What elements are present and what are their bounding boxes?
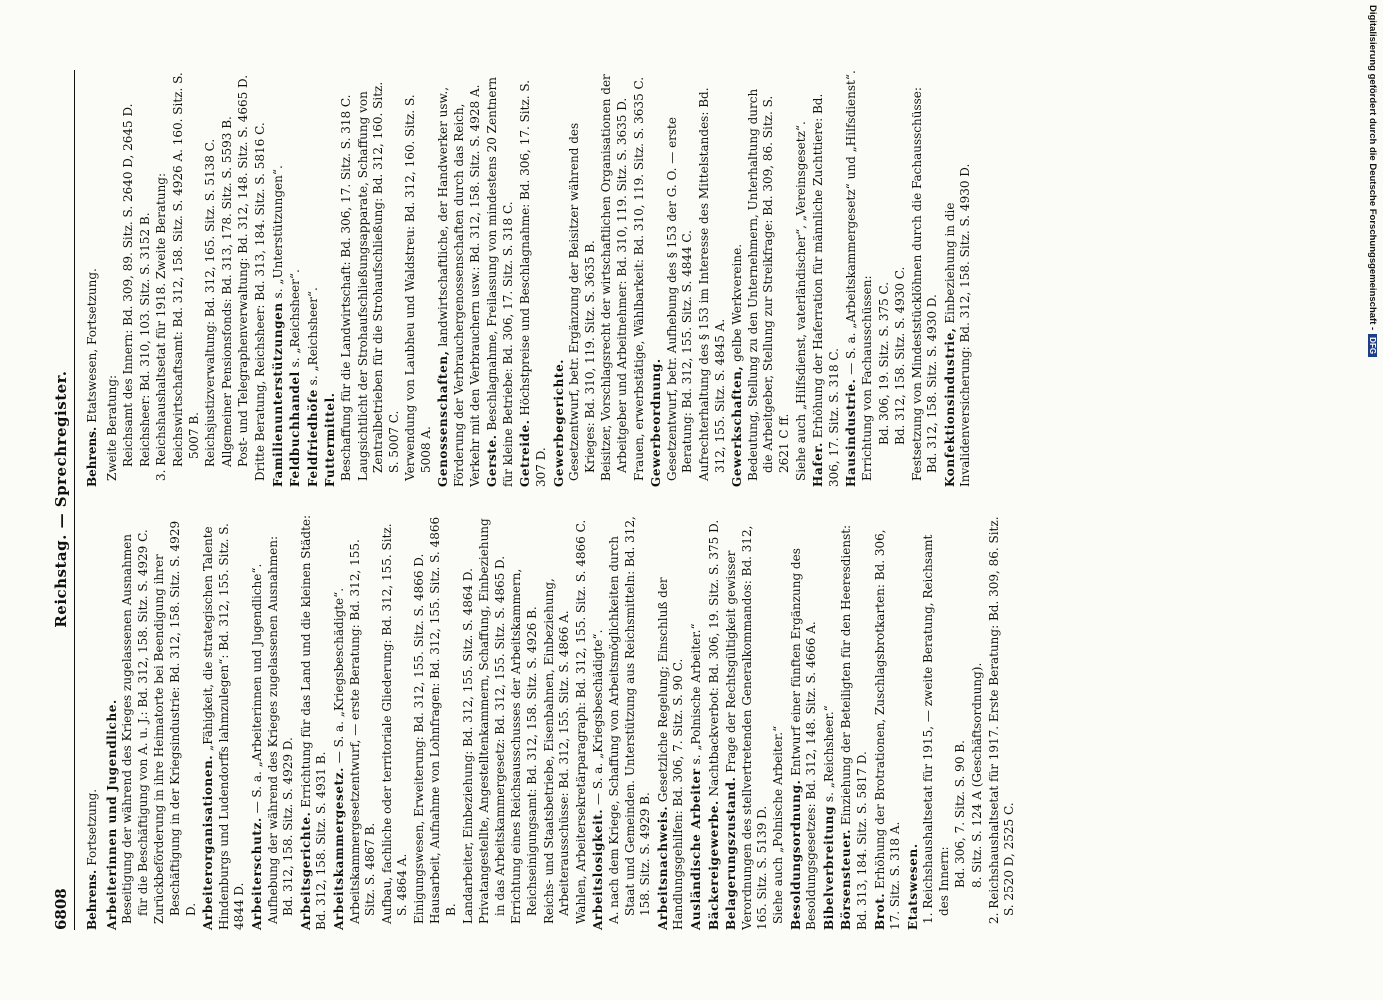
register-entry [518, 70, 549, 487]
entry-line: Gesetzentwurf, betr. Ergänzung der Beisitzer während des Krieges: Bd. 310, 119. Sitz. S. 3635 B. [567, 122, 597, 481]
entry-term: Arbeiterorganisationen. [201, 754, 216, 930]
entry-line: Gesetzentwurf, betr. Aufhebung des § 153 der G. O. — erste Beratung: Bd. 312, 155. Sitz. S. 4844 C. [664, 117, 695, 481]
register-entry [873, 513, 904, 930]
entry-term: Brot. [872, 892, 887, 930]
entry-line: gelbe Werkvereine. [730, 243, 745, 362]
entry-term: Ausländische Arbeiter [688, 768, 703, 930]
entry-line: s. „Reichsheer“. [288, 269, 303, 368]
entry-term: Hafer. [811, 442, 826, 487]
register-entry [730, 70, 809, 487]
register-entry [250, 513, 297, 930]
entry-line: Reichsamt des Innern: Bd. 309, 89. Sitz. S. 2640 D, 2645 D. [121, 103, 136, 467]
left-entries [105, 513, 1018, 930]
register-entry [707, 513, 723, 930]
register-entry [649, 70, 728, 487]
register-entry [201, 513, 248, 930]
entry-line: Wahlen, Arbeitersekretärparagraph: Bd. 312, 155. Sitz. S. 4866 C. [573, 519, 588, 924]
entry-line: Privatangestellte, Angestelltenkammern, Schaffung, Einbeziehung in das Arbeitskammergesetz: Bd. 312, 155. Sitz. S. 4865 D. [477, 518, 507, 924]
entry-term: Gerste. [485, 434, 500, 487]
right-runhead-name: Behrens. [85, 426, 99, 487]
entry-term: Feldbuchhandel [288, 371, 303, 487]
entry-term: Gewerbeordnung. [649, 358, 664, 487]
register-entry [271, 70, 287, 487]
left-running-head [85, 513, 101, 930]
right-entries [105, 70, 974, 487]
register-entry [323, 70, 434, 487]
digitization-note [1366, 5, 1380, 995]
entry-term: Hausindustrie. [844, 378, 859, 487]
entry-line: Errichtung eines Reichsausschusses der Arbeitskammern, Reichseinigungsamt: Bd. 312, 158. Sitz. S. 4926 B. [509, 568, 540, 924]
entry-line: Aufbau, fachliche oder territoriale Gliederung: Bd. 312, 155. Sitz. S. 4864 A. [379, 523, 410, 924]
entry-line: Bedeutung, Stellung zu den Unternehmern, Unterhaltung durch die Arbeitgeber, Stellung zur Streikfrage: Bd. 309, 86. Sitz. S. 2621 C ff. [745, 88, 791, 481]
entry-line: Frauen, erwerbstätige, Wählbarkeit: Bd. 310, 119. Sitz. S. 3635 C. [631, 76, 646, 481]
register-entry [689, 513, 705, 930]
entry-line: Bd. 306, 19. Sitz. S. 375 C. [876, 281, 891, 445]
entry-line: Höchstpreise und Beschlagnahme: Bd. 306, 17. Sitz. S. 307 D. [518, 79, 549, 487]
register-entry [105, 70, 269, 487]
entry-term: Feldfriedhöfe [305, 389, 320, 487]
entry-line: s. „Reichsheer“. [305, 287, 320, 386]
entry-line: Nachtbackverbot: Bd. 306, 19. Sitz. S. 375 D. [706, 519, 721, 797]
entry-line: 3. Reichshaushaltsetat für 1918. Zweite Beratung: [154, 172, 169, 481]
entry-line: s. „Reichsheer.“ [821, 705, 836, 803]
entry-term: Arbeitsnachweis. [655, 805, 670, 930]
entry-term: Arbeiterinnen und Jugendliche. [104, 699, 119, 930]
entry-line: Zweite Beratung: [104, 374, 119, 481]
entry-line: Beschlagnahme, Freilassung von mindestens 20 Zentnern für kleine Betriebe: Bd. 306, 17. Sitz. S. 318 C. [485, 77, 515, 487]
entry-line: Erhöhung der Brotrationen, Zuschlagsbrotkarten: Bd. 306, 17. Sitz. S. 318 A. [872, 529, 903, 930]
entry-line: 1. Reichshaushaltsetat für 1915, — zweite Beratung, Reichsamt des Innern: [921, 534, 951, 924]
entry-term: Börsensteuer. [839, 828, 854, 930]
entry-line: Siehe auch „Polnische Arbeiter.“ [770, 725, 785, 924]
entry-line: Reichswirtschaftsamt: Bd. 312, 158. Sitz. S. 4926 A. 160. Sitz. S. 5007 B. [170, 72, 201, 467]
digitization-note-text: Digitalisierung gefördert durch die Deutsche Forschungsgemeinschaft - [1367, 5, 1379, 331]
entry-line: Gesetzliche Regelung; Einschluß der Handlungsgehilfen: Bd. 306, 7. Sitz. S. 90 C. [655, 577, 686, 930]
entry-term: Gewerbegerichte. [551, 358, 566, 487]
entry-line: Festsetzung von Mindeststücklöhnen durch die Fachausschüsse: Bd. 312, 158. Sitz. S. 4930 D. [909, 87, 940, 481]
entry-line: — S. a. „Kriegsbeschädigte“. [331, 587, 346, 764]
entry-term: Arbeiterschutz. [249, 817, 264, 930]
register-entry [306, 70, 322, 487]
entry-line: Beisitzer, Vorschlagsrecht der wirtschaftlichen Organisationen der Arbeitgeber und Arbeitnehmer: Bd. 310, 119. Sitz. S. 3635 D. [599, 74, 629, 481]
entry-line: Dritte Beratung, Reichsheer: Bd. 313, 184. Sitz. S. 5816 C. [252, 122, 267, 481]
entry-term: Belagerungszustand. [724, 776, 739, 930]
entry-line: Errichtung für das Land und die kleinen Städte: Bd. 312, 158. Sitz. S. 4931 B. [298, 514, 329, 930]
register-entry [436, 70, 483, 487]
register-entry [943, 70, 974, 487]
register-entry [844, 70, 941, 487]
entry-term: Bäckereigewerbe. [706, 800, 721, 930]
register-entry [822, 513, 838, 930]
left-column [85, 513, 1020, 930]
entry-term: Familienunterstützungen [270, 302, 285, 487]
register-entry [485, 70, 516, 487]
entry-line: Reichsheer: Bd. 310, 103. Sitz. S. 3152 B. [137, 212, 152, 467]
entry-line: Laugsichtlicht der Strohaufschließungsapparate, Schaffung von Zentralbetrieben für die Strohaufschließung: Bd. 312, 160. Sitz. S. 5007 C. [355, 81, 401, 481]
register-entry [724, 513, 786, 930]
entry-line: A. nach dem Kriege, Schaffung von Arbeitsmöglichkeiten durch Staat und Gemeinden. Unterstützung aus Reichsmitteln: Bd. 312, 158. Sitz. S. 4929 B. [607, 516, 653, 924]
entry-line: Reichs- und Staatsbetriebe, Eisenbahnen, Einbeziehung, Arbeiterausschüsse: Bd. 312, 155. Sitz. S. 4866 A. [541, 578, 572, 924]
register-entry [656, 513, 687, 930]
entry-line: s. „Unterstützungen“. [270, 165, 285, 299]
entry-line: s. „Polnische Arbeiter.“ [688, 623, 703, 765]
entry-line: Verwendung von Laubheu und Waldstreu: Bd. 312, 160. Sitz. S. 5008 A. [403, 94, 433, 481]
entry-line: — S. a. „Arbeiterinnen und Jugendliche“. [249, 563, 264, 814]
entry-line: Aufrechterhaltung des § 153 im Interesse des Mittelstandes: Bd. 312, 155. Sitz. S. 4845 A. [696, 87, 727, 481]
register-entry [906, 513, 1018, 930]
entry-line: Beseitigung der während des Krieges zugelassenen Ausnahmen für die Beschäftigung von A. u. J.: Bd. 312, 158. Sitz. S. 4929 C. [120, 529, 150, 924]
left-runhead-name: Behrens. [85, 869, 99, 930]
entry-line: — S. a. „Arbeitskammergesetz“ und „Hilfsdienst“. [844, 70, 859, 375]
register-entry [299, 513, 330, 930]
register-entry [288, 70, 304, 487]
page-number: 6808 [52, 888, 70, 930]
register-entry [552, 70, 648, 487]
entry-line: Landarbeiter, Einbeziehung: Bd. 312, 155. Sitz. S. 4864 D. [460, 568, 475, 924]
entry-term: Getreide. [518, 419, 533, 487]
entry-line: Entwurf einer fünften Ergänzung des Besoldungsgesetzes: Bd. 312, 148. Sitz. S. 4666 A. [788, 548, 819, 930]
entry-term: Arbeitsgerichte. [298, 811, 313, 930]
entry-term: Besoldungsordnung. [788, 779, 803, 930]
entry-term: Gewerkschaften, [730, 365, 745, 487]
right-running-head [85, 70, 101, 487]
right-column [85, 70, 1020, 487]
page-header [52, 70, 75, 930]
entry-line: Einbeziehung in die Invalidenversicherung: Bd. 312, 158. Sitz. S. 4930 D. [942, 163, 973, 487]
register-entry [839, 513, 870, 930]
entry-line: Bd. 312, 158. Sitz. S. 4930 C. [893, 266, 908, 445]
register-entry [811, 70, 842, 487]
entry-line: Arbeitskammergesetzentwurf, — erste Beratung: Bd. 312, 155. Sitz. S. 4867 B. [347, 539, 378, 924]
entry-term: Etatswesen. [905, 843, 920, 930]
entry-term: Konfektionsindustrie, [942, 327, 957, 487]
entry-line: „Fähigkeit, die strategischen Talente Hindenburgs und Ludendorffs lahmzulegen“: Bd. 312, 155. Sitz. S. 4844 D. [201, 523, 247, 930]
entry-line: Beschaffung für die Landwirtschaft: Bd. 306, 17. Sitz. S. 318 C. [338, 94, 353, 481]
left-runhead-cont: Fortsetzung. [85, 788, 99, 866]
entry-term: Futtermittel. [323, 392, 338, 487]
entry-line: Bd. 306, 7. Sitz. S. 90 B. [953, 740, 968, 888]
entry-term: Genossenschaften, [436, 350, 451, 487]
entry-line: Allgemeiner Pensionsfonds: Bd. 313, 178. Sitz. S. 5593 B. [219, 116, 234, 467]
entry-line: Reichsjustizverwaltung: Bd. 312, 165. Sitz. S. 5138 C. [203, 138, 218, 467]
entry-term: Arbeitslosigkeit. [591, 808, 606, 930]
register-entry [105, 513, 200, 930]
entry-line: Post- und Telegraphenverwaltung: Bd. 312, 148. Sitz. S. 4665 D. [236, 74, 251, 467]
entry-line: landwirtschaftliche, der Handwerker usw., Förderung der Verbrauchergenossenschaften durch das Reich, Verkehr mit den Verbrauchern usw.: Bd. 312, 158. Sitz. S. 4928 A. [436, 84, 482, 487]
entry-line: 8. Sitz. S. 124 A (Geschäftsordnung). [970, 662, 985, 888]
entry-line: Zurückbeförderung in ihre Heimatorte bei Beendigung ihrer Beschäftigung in der Kriegsindustrie: Bd. 312, 158. Sitz. S. 4929 D. [152, 520, 198, 924]
dfg-logo: DFG [1369, 334, 1378, 357]
right-runhead-cont: Etatswesen, Fortsetzung. [85, 268, 99, 423]
register-entry [591, 513, 653, 930]
entry-term: Arbeitskammergesetz. [331, 767, 346, 930]
entry-line: 2. Reichshaushaltsetat für 1917. Erste Beratung: Bd. 309, 86. Sitz. S. 2520 D, 2525 C. [986, 516, 1017, 924]
register-entry [332, 513, 590, 930]
entry-line: Erhöhung der Haferration für männliche Zuchttiere: Bd. 306, 17. Sitz. S. 318 C. [811, 93, 841, 487]
entry-line: Hausarbeit, Aufnahme von Lohnfragen: Bd. 312, 155. Sitz. S. 4866 B. [428, 516, 459, 924]
page-title: Reichstag. — Sprechregister. [52, 370, 70, 628]
entry-term: Bibelverbreitung [821, 805, 836, 930]
register-entry [789, 513, 820, 930]
entry-line: Errichtung von Fachausschüssen: [859, 275, 874, 481]
entry-line: Aufhebung der während des Krieges zugelassenen Ausnahmen: Bd. 312, 158. Sitz. S. 4929 D. [265, 535, 296, 924]
entry-line: Siehe auch „Hilfsdienst, vaterländischer“, „Vereinsgesetz“. [793, 121, 808, 481]
entry-line: — S. a. „Kriegsbeschädigte“. [591, 629, 606, 805]
entry-line: Einziehung der Beteiligten für den Heeresdienst: Bd. 313, 184. Sitz. S. 5817 D. [839, 524, 869, 930]
entry-line: Einigungswesen, Erweiterung: Bd. 312, 155. Sitz. S. 4866 D. [411, 553, 426, 924]
entry-line: Frage der Rechtsgültigkeit gewisser Verordnungen des stellvertretenden Generalkommandos: Bd. 312, 165. Sitz. S. 5139 D. [724, 525, 770, 930]
